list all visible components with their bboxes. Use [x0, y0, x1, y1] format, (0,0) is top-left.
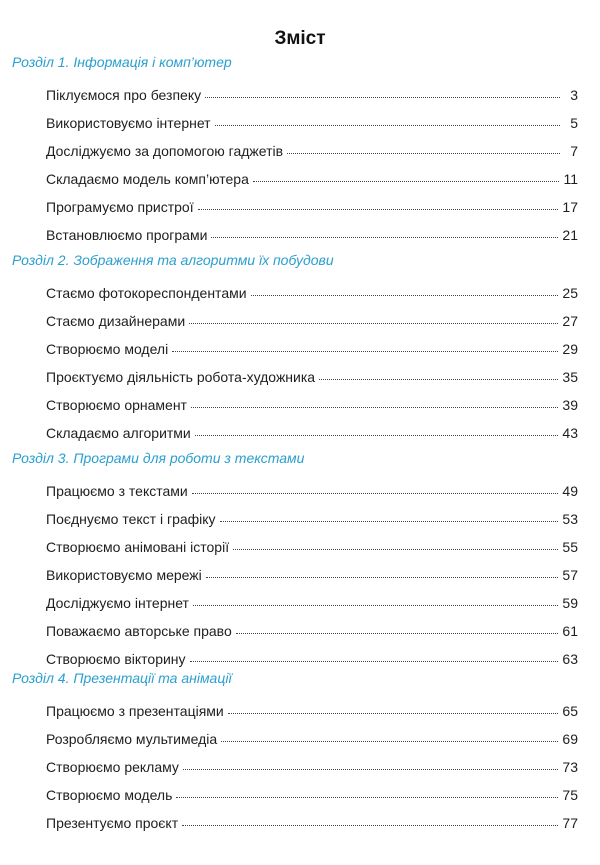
dot-leader: [195, 435, 559, 436]
dot-leader: [182, 825, 558, 826]
toc-entry-title: Створюємо анімовані історії: [46, 539, 230, 555]
toc-entry-page-number: 57: [562, 567, 578, 583]
toc-entry[interactable]: [46, 703, 578, 719]
toc-entry-page-number: 27: [562, 313, 578, 329]
toc-entry-title: Досліджуємо за допомогою гаджетів: [46, 143, 284, 159]
toc-entry[interactable]: [46, 483, 578, 499]
toc-entry[interactable]: [46, 143, 578, 159]
dot-leader: [220, 521, 559, 522]
section-heading: Розділ 1. Інформація і комп’ютер: [12, 54, 232, 70]
toc-entry[interactable]: [46, 623, 578, 639]
toc-entry[interactable]: [46, 425, 578, 441]
dot-leader: [205, 97, 560, 98]
toc-entry-page-number: 11: [563, 171, 578, 187]
dot-leader: [253, 181, 560, 182]
toc-entry-page-number: 35: [562, 369, 578, 385]
toc-entry-title: Створюємо моделі: [46, 341, 169, 357]
toc-entry-title: Складаємо модель комп’ютера: [46, 171, 249, 187]
dot-leader: [172, 351, 558, 352]
toc-entry-page-number: 77: [562, 815, 578, 831]
dot-leader: [211, 237, 558, 238]
dot-leader: [287, 153, 560, 154]
toc-entry[interactable]: [46, 511, 578, 527]
toc-entry-title: Стаємо фотокореспондентами: [46, 285, 247, 301]
toc-entry-page-number: 53: [562, 511, 578, 527]
toc-entry-title: Поєднуємо текст і графіку: [46, 511, 216, 527]
toc-entry-page-number: 65: [562, 703, 578, 719]
section-heading: Розділ 4. Презентації та анімації: [12, 670, 232, 686]
toc-entry-title: Проєктуємо діяльність робота-художника: [46, 369, 316, 385]
toc-entry[interactable]: [46, 731, 578, 747]
toc-entry-page-number: 75: [562, 787, 578, 803]
toc-entry-page-number: 61: [562, 623, 578, 639]
toc-entry[interactable]: [46, 651, 578, 667]
toc-entry-title: Використовуємо мережі: [46, 567, 202, 583]
dot-leader: [215, 125, 560, 126]
toc-entry[interactable]: [46, 815, 578, 831]
toc-entry[interactable]: [46, 369, 578, 385]
toc-entry-page-number: 7: [570, 143, 578, 159]
dot-leader: [176, 797, 558, 798]
toc-entry[interactable]: [46, 87, 578, 103]
toc-entry-title: Працюємо з презентаціями: [46, 703, 224, 719]
toc-entry-title: Використовуємо інтернет: [46, 115, 211, 131]
dot-leader: [193, 605, 558, 606]
dot-leader: [228, 713, 559, 714]
toc-entry-title: Програмуємо пристрої: [46, 199, 194, 215]
toc-entry[interactable]: [46, 199, 578, 215]
toc-entry-title: Створюємо рекламу: [46, 759, 179, 775]
toc-entry-page-number: 5: [570, 115, 578, 131]
dot-leader: [233, 549, 558, 550]
section-heading: Розділ 3. Програми для роботи з текстами: [12, 450, 305, 466]
dot-leader: [251, 295, 559, 296]
dot-leader: [189, 323, 558, 324]
toc-entry[interactable]: [46, 759, 578, 775]
toc-entry-page-number: 63: [562, 651, 578, 667]
toc-entry-title: Піклуємося про безпеку: [46, 87, 202, 103]
toc-entry[interactable]: [46, 595, 578, 611]
toc-entry-title: Працюємо з текстами: [46, 483, 188, 499]
toc-entry-page-number: 43: [562, 425, 578, 441]
toc-entry[interactable]: [46, 567, 578, 583]
toc-entry[interactable]: [46, 397, 578, 413]
toc-entry-page-number: 73: [562, 759, 578, 775]
toc-entry[interactable]: [46, 313, 578, 329]
toc-entry[interactable]: [46, 285, 578, 301]
toc-entry-title: Створюємо вікторину: [46, 651, 186, 667]
toc-entry-title: Презентуємо проєкт: [46, 815, 179, 831]
dot-leader: [191, 407, 558, 408]
toc-entry-title: Створюємо модель: [46, 787, 173, 803]
toc-entry[interactable]: [46, 341, 578, 357]
toc-entry[interactable]: [46, 787, 578, 803]
toc-entry-title: Встановлюємо програми: [46, 227, 208, 243]
toc-entry[interactable]: [46, 539, 578, 555]
toc-entry-page-number: 29: [562, 341, 578, 357]
dot-leader: [183, 769, 559, 770]
section-heading: Розділ 2. Зображення та алгоритми їх побудови: [12, 252, 334, 268]
toc-entry-page-number: 39: [562, 397, 578, 413]
dot-leader: [221, 741, 558, 742]
dot-leader: [198, 209, 559, 210]
toc-entry-title: Стаємо дизайнерами: [46, 313, 186, 329]
toc-entry-page-number: 3: [570, 87, 578, 103]
toc-entry-page-number: 55: [562, 539, 578, 555]
toc-entry-title: Складаємо алгоритми: [46, 425, 191, 441]
toc-entry-title: Поважаємо авторське право: [46, 623, 232, 639]
toc-entry-title: Створюємо орнамент: [46, 397, 187, 413]
dot-leader: [236, 633, 559, 634]
dot-leader: [206, 577, 559, 578]
toc-entry[interactable]: [46, 171, 578, 187]
toc-entry[interactable]: [46, 227, 578, 243]
page-title: Зміст: [274, 28, 326, 49]
toc-entry-page-number: 25: [562, 285, 578, 301]
toc-entry-page-number: 21: [562, 227, 578, 243]
dot-leader: [319, 379, 558, 380]
toc-entry-page-number: 69: [562, 731, 578, 747]
toc-entry-page-number: 49: [562, 483, 578, 499]
toc-entry[interactable]: [46, 115, 578, 131]
toc-entry-title: Розробляємо мультимедіа: [46, 731, 218, 747]
dot-leader: [192, 493, 559, 494]
toc-entry-page-number: 59: [562, 595, 578, 611]
toc-entry-page-number: 17: [562, 199, 578, 215]
toc-entry-title: Досліджуємо інтернет: [46, 595, 189, 611]
dot-leader: [190, 661, 559, 662]
